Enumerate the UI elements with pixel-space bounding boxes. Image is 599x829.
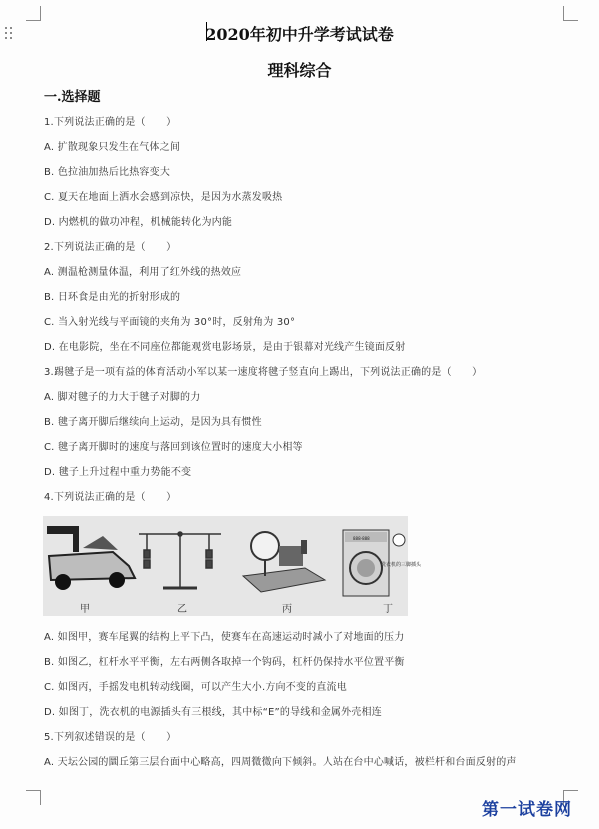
document-title: 2020年初中升学考试试卷	[205, 25, 394, 44]
crop-mark-top-left	[26, 6, 41, 21]
option-2d: D. 在电影院，坐在不同座位都能观赏电影场景，是由于银幕对光线产生镜面反射	[44, 342, 406, 353]
document-subtitle: 理科综合	[267, 61, 332, 80]
lever-drawing	[139, 532, 221, 588]
question-2: 2.下列说法正确的是（ ）	[44, 242, 177, 253]
figure-label-ding: 丁	[383, 604, 393, 615]
option-4b: B. 如图乙，杠杆水平平衡，左右两侧各取掉一个钩码，杠杆仍保持水平位置平衡	[44, 657, 405, 668]
question-4-figure	[43, 516, 422, 616]
section-heading: 一.选择题	[44, 90, 101, 105]
option-1b: B. 色拉油加热后比热容变大	[44, 167, 171, 178]
figure-label-jia: 甲	[80, 604, 90, 615]
figure-label-yi: 乙	[177, 604, 187, 615]
option-4c: C. 如图丙，手摇发电机转动线圈，可以产生大小.方向不变的直流电	[44, 682, 347, 693]
option-3a: A. 脚对毽子的力大于毽子对脚的力	[44, 392, 201, 403]
question-4: 4.下列说法正确的是（ ）	[44, 492, 177, 503]
option-2b: B. 日环食是由光的折射形成的	[44, 292, 181, 303]
generator-drawing	[243, 532, 325, 592]
option-1d: D. 内燃机的做功冲程，机械能转化为内能	[44, 217, 233, 228]
site-watermark: 第一试卷网	[482, 800, 572, 820]
option-4a: A. 如图甲，赛车尾翼的结构上平下凸，使赛车在高速运动时减小了对地面的压力	[44, 632, 405, 643]
question-5: 5.下列叙述错误的是（ ）	[44, 732, 177, 743]
option-3c: C. 毽子离开脚时的速度与落回到该位置时的速度大小相等	[44, 442, 303, 453]
option-1c: C. 夏天在地面上洒水会感到凉快，是因为水蒸发吸热	[44, 192, 283, 203]
question-3: 3.踢毽子是一项有益的体育活动小军以某一速度将毽子竖直向上踢出，下列说法正确的是（ ）	[44, 367, 483, 378]
option-1a: A. 扩散现象只发生在气体之间	[44, 142, 181, 153]
crop-mark-bottom-left	[26, 790, 41, 805]
option-2a: A. 测温枪测量体温，利用了红外线的热效应	[44, 267, 242, 278]
plug-caption: 洗衣机的三脚插头	[381, 562, 422, 568]
option-4d: D. 如图丁，洗衣机的电源插头有三根线，其中标“E”的导线和金属外壳相连	[44, 707, 382, 718]
question-1: 1.下列说法正确的是（ ）	[44, 117, 177, 128]
race-car-drawing	[47, 526, 135, 590]
figure-label-bing: 丙	[282, 604, 292, 615]
figure-illustration	[43, 516, 422, 616]
option-3d: D. 毽子上升过程中重力势能不变	[44, 467, 192, 478]
option-2c: C. 当入射光线与平面镜的夹角为 30°时，反射角为 30°	[44, 317, 296, 328]
washer-screen-text: 888-888	[353, 536, 370, 541]
crop-mark-top-right	[563, 6, 578, 21]
option-5a: A. 天坛公园的圜丘第三层台面中心略高，四周微微向下倾斜。人站在台中心喊话，被栏杆和台面反射的声	[44, 757, 517, 768]
option-3b: B. 毽子离开脚后继续向上运动，是因为具有惯性	[44, 417, 262, 428]
